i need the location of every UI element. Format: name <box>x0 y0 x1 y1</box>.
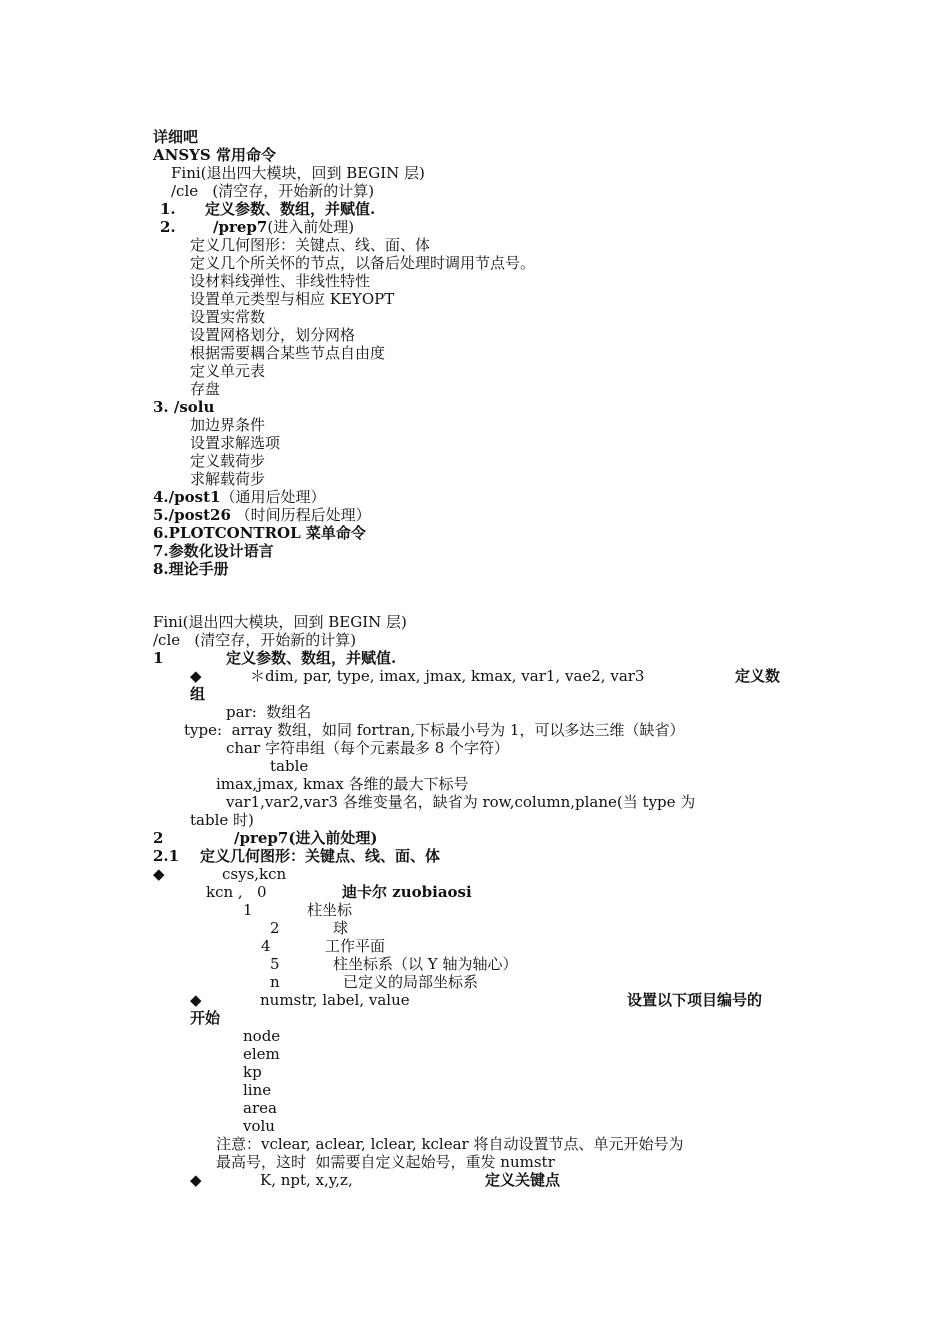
prep7-step: 定义几何图形：关键点、线、面、体 <box>190 236 431 254</box>
prep7-step: 设置实常数 <box>190 308 266 326</box>
param-type: type: array 数组，如同 fortran,下标最小号为 1，可以多达三维（缺省） <box>184 721 685 739</box>
prep7-step: 设材料线弹性、非线性特性 <box>190 272 371 290</box>
param-table: table <box>270 757 309 775</box>
note-line-cont: 最高号，这时 如需要自定义起始号，重发 numstr <box>216 1153 555 1171</box>
dim-label-cont: 组 <box>190 685 206 703</box>
bullet-icon: ◆ <box>190 667 202 685</box>
prep7-step: 设置网格划分，划分网格 <box>190 326 356 344</box>
prep7-step: 定义几个所关怀的节点，以备后处理时调用节点号。 <box>190 254 536 272</box>
detail-fini-line: Fini(退出四大模块，回到 BEGIN 层) <box>153 613 407 631</box>
dim-command: ＊dim, par, type, imax, jmax, kmax, var1, vae2, var3 <box>250 667 645 685</box>
outline-item-1-text: 定义参数、数组，并赋值. <box>205 200 376 218</box>
outline-item-3: 3. /solu <box>153 398 215 416</box>
kcn-row-value: 球 <box>333 919 349 937</box>
doc-intro: 详细吧 <box>153 128 199 146</box>
solu-step: 设置求解选项 <box>190 434 281 452</box>
outline-item-5: 5./post26 （时间历程后处理） <box>153 506 371 524</box>
param-var: var1,var2,var3 各维变量名，缺省为 row,column,plane(当 type 为 <box>226 793 696 811</box>
outline-item-7: 7.参数化设计语言 <box>153 542 274 560</box>
dim-label: 定义数 <box>735 667 781 685</box>
prep7-step: 定义单元表 <box>190 362 266 380</box>
k-command: K, npt, x,y,z, <box>260 1171 353 1189</box>
note-line: 注意：vclear, aclear, lclear, kclear 将自动设置节点、单元开始号为 <box>216 1135 684 1153</box>
numstr-option: volu <box>243 1117 275 1135</box>
numstr-label-cont: 开始 <box>190 1009 221 1027</box>
prep7-step: 存盘 <box>190 380 221 398</box>
doc-title: ANSYS 常用命令 <box>153 146 276 164</box>
detail-cle-line: /cle (清空存，开始新的计算) <box>153 631 357 649</box>
section-2-1-title: 2.1 定义几何图形：关键点、线、面、体 <box>153 847 440 865</box>
k-label: 定义关键点 <box>485 1171 561 1189</box>
section-1-title: 定义参数、数组，并赋值. <box>226 649 397 667</box>
param-imax: imax,jmax, kmax 各维的最大下标号 <box>216 775 469 793</box>
kcn-row-key: 1 <box>243 901 253 919</box>
numstr-option: node <box>243 1027 281 1045</box>
outline-item-2-number: 2. <box>160 218 176 236</box>
param-var-cont: table 时) <box>190 811 254 829</box>
outline-item-4: 4./post1（通用后处理） <box>153 488 326 506</box>
solu-step: 加边界条件 <box>190 416 266 434</box>
numstr-command: numstr, label, value <box>260 991 410 1009</box>
kcn-row-0-key: kcn , 0 <box>206 883 267 901</box>
outline-item-1-number: 1. <box>160 200 176 218</box>
numstr-option: area <box>243 1099 277 1117</box>
kcn-row-key: 2 <box>270 919 280 937</box>
numstr-option: line <box>243 1081 272 1099</box>
outline-item-6: 6.PLOTCONTROL 菜单命令 <box>153 524 366 542</box>
kcn-row-value: 工作平面 <box>325 937 386 955</box>
outline-item-2: /prep7(进入前处理) <box>213 218 355 236</box>
kcn-row-key: 4 <box>261 937 271 955</box>
bullet-icon: ◆ <box>190 991 202 1009</box>
csys-command: csys,kcn <box>222 865 287 883</box>
bullet-icon: ◆ <box>190 1171 202 1189</box>
fini-line: Fini(退出四大模块，回到 BEGIN 层) <box>171 164 425 182</box>
kcn-row-value: 已定义的局部坐标系 <box>343 973 479 991</box>
solu-step: 求解载荷步 <box>190 470 266 488</box>
prep7-step: 设置单元类型与相应 KEYOPT <box>190 290 395 308</box>
kcn-row-0-value: 迪卡尔 zuobiaosi <box>342 883 472 901</box>
kcn-row-value: 柱坐标 <box>307 901 353 919</box>
outline-item-8: 8.理论手册 <box>153 560 229 578</box>
bullet-icon: ◆ <box>153 865 165 883</box>
param-char: char 字符串组（每个元素最多 8 个字符） <box>226 739 510 757</box>
numstr-option: kp <box>243 1063 262 1081</box>
kcn-row-key: 5 <box>270 955 280 973</box>
param-par: par: 数组名 <box>226 703 312 721</box>
section-1-number: 1 <box>153 649 164 667</box>
section-2-title: /prep7(进入前处理) <box>234 829 378 847</box>
section-2-number: 2 <box>153 829 164 847</box>
solu-step: 定义载荷步 <box>190 452 266 470</box>
numstr-option: elem <box>243 1045 280 1063</box>
prep7-step: 根据需要耦合某些节点自由度 <box>190 344 386 362</box>
cle-line: /cle (清空存，开始新的计算) <box>171 182 375 200</box>
numstr-label: 设置以下项目编号的 <box>627 991 763 1009</box>
kcn-row-value: 柱坐标系（以 Y 轴为轴心） <box>333 955 518 973</box>
kcn-row-key: n <box>270 973 280 991</box>
